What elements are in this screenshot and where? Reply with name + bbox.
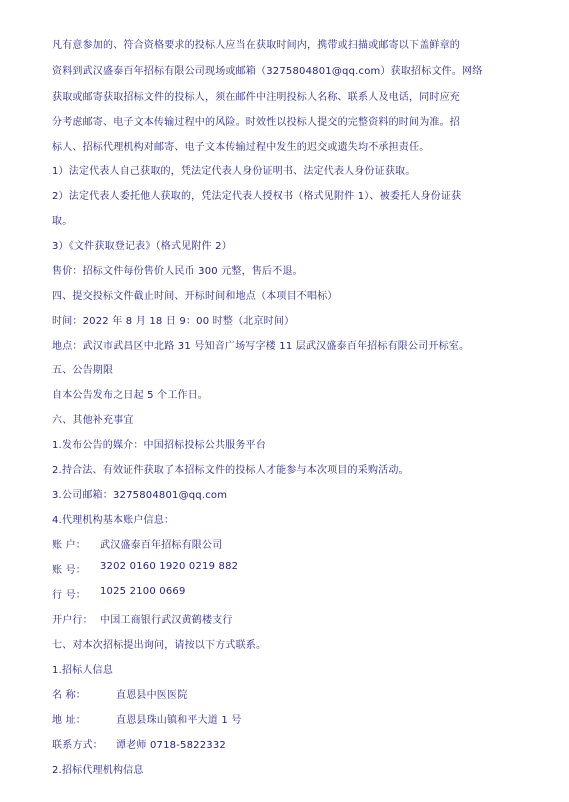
account-name-key: 账 户： — [52, 540, 86, 551]
bank-number-key: 行 号： — [52, 590, 86, 601]
section-5-heading: 五、公告期限 — [52, 365, 114, 376]
price-line: 售价：招标文件每份售价人民币 300 元整，售后不退。 — [52, 266, 303, 277]
account-info-heading: 4.代理机构基本账户信息： — [52, 515, 175, 526]
intro-line-2: 资料到武汉盛泰百年招标有限公司现场或邮箱（3275804801@qq.com）获取招标文件。网络 — [52, 66, 483, 77]
tenderer-info-heading: 1.招标人信息 — [52, 665, 113, 676]
account-number-value: 3202 0160 1920 0219 882 — [100, 561, 239, 572]
bank-key: 开户行： — [52, 615, 93, 626]
agency-info-heading: 2.招标代理机构信息 — [52, 765, 144, 776]
publish-media: 1.发布公告的媒介：中国招标投标公共服务平台 — [52, 440, 266, 451]
item-2-line-2: 取。 — [52, 216, 73, 227]
item-3: 3）《文件获取登记表》（格式见附件 2） — [52, 241, 232, 252]
intro-line-5: 标人、招标代理机构对邮寄、电子文本传输过程中发生的迟交或遗失均不承担责任。 — [52, 142, 430, 153]
tenderer-name-value: 直恩县中医医院 — [116, 690, 188, 701]
notice-period: 自本公告发布之日起 5 个工作日。 — [52, 390, 209, 401]
intro-line-4: 分考虑邮寄、电子文本传输过程中的风险。时效性以投标人提交的完整资料的时间为准。招 — [52, 117, 460, 128]
section-6-heading: 六、其他补充事宜 — [52, 415, 134, 426]
tenderer-address-key: 地 址： — [52, 715, 86, 726]
tenderer-name-key: 名 称： — [52, 690, 86, 701]
section-7-heading: 七、对本次招标提出询问，请按以下方式联系。 — [52, 640, 267, 651]
eligibility-note: 2.持合法、有效证件获取了本招标文件的投标人才能参与本次项目的采购活动。 — [52, 465, 409, 476]
intro-line-3: 获取或邮寄获取招标文件的投标人，须在邮件中注明投标人名称、联系人及电话，同时应充 — [52, 92, 460, 103]
intro-line-1: 凡有意参加的、符合资格要求的投标人应当在获取时间内，携带或扫描或邮寄以下盖鲜章的 — [52, 40, 460, 51]
section-4-heading: 四、提交投标文件截止时间、开标时间和地点（本项目不唱标） — [52, 291, 338, 302]
account-name-value: 武汉盛泰百年招标有限公司 — [100, 540, 223, 551]
bid-opening-place: 地点：武汉市武昌区中北路 31 号知音广场写字楼 11 层武汉盛泰百年招标有限公司开标室。 — [52, 341, 470, 352]
deadline-time: 时间：2022 年 8 月 18 日 9：00 时整（北京时间） — [52, 316, 295, 327]
account-number-key: 账 号： — [52, 565, 86, 576]
tenderer-contact-key: 联系方式： — [52, 740, 103, 751]
bank-value: 中国工商银行武汉黄鹤楼支行 — [100, 615, 233, 626]
item-2-line-1: 2）法定代表人委托他人获取的，凭法定代表人授权书（格式见附件 1）、被委托人身份证获 — [52, 191, 462, 202]
bank-number-value: 1025 2100 0669 — [100, 586, 186, 597]
tenderer-contact-value: 谭老师 0718-5822332 — [116, 740, 226, 751]
tenderer-address-value: 直恩县珠山镇和平大道 1 号 — [116, 715, 242, 726]
company-email: 3.公司邮箱：3275804801@qq.com — [52, 490, 228, 501]
item-1: 1）法定代表人自己获取的，凭法定代表人身份证明书、法定代表人身份证获取。 — [52, 166, 416, 177]
